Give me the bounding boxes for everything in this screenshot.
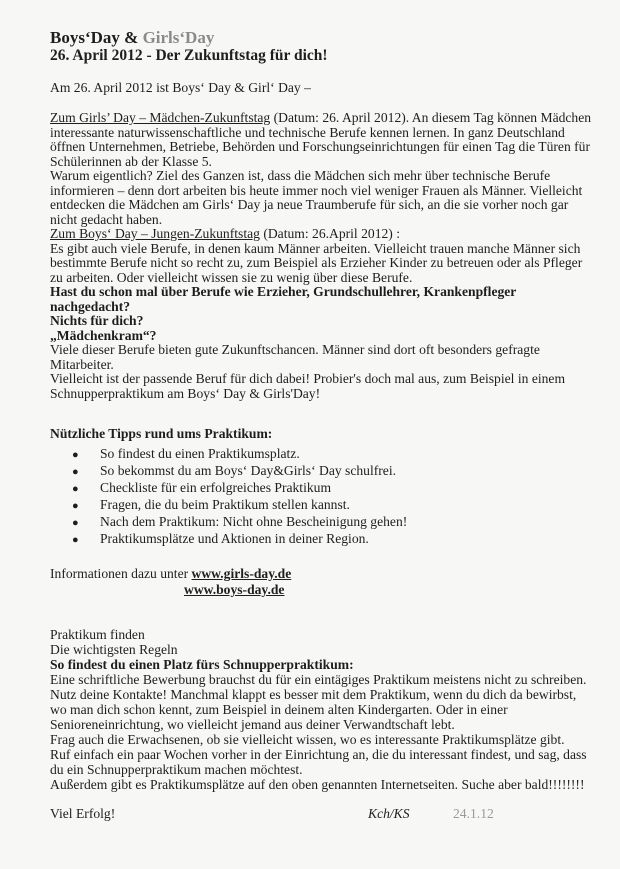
text: öffnen Unternehmen, Betriebe, Behörden und Forschungseinrichtungen für einen Tag die Türen für	[50, 139, 590, 154]
bold-text: Nichts für dich?	[50, 313, 144, 328]
text: Schnupperpraktikum am Boys‘ Day & Girls'Day!	[50, 385, 321, 401]
text: Ruf einfach ein paar Wochen vorher in der Einrichtung an, die du interessant findest, und sag, dass	[50, 747, 587, 762]
text: Die wichtigsten Regeln	[50, 642, 178, 657]
text-line	[50, 184, 610, 199]
document-title	[50, 29, 610, 47]
tip-text: Checkliste für ein erfolgreiches Praktikum	[100, 480, 332, 495]
text-line	[50, 155, 610, 170]
bullet-icon: ●	[72, 449, 79, 461]
text-line	[50, 256, 610, 271]
text-line	[50, 227, 610, 242]
tip-item	[72, 530, 620, 547]
text-line	[50, 300, 610, 315]
tip-item	[72, 496, 620, 513]
text: (Datum: 26.April 2012) :	[259, 226, 400, 241]
date-stamp: 24.1.12	[453, 806, 494, 821]
text-line	[50, 126, 610, 141]
title-boys-day: Boys‘Day &	[50, 28, 143, 47]
text-line	[50, 717, 610, 732]
tip-item	[72, 445, 620, 462]
text: Praktikum finden	[50, 627, 145, 642]
text: bestimmte Berufe nicht so recht zu, zum Beispiel als Erzieher Kinder zu betreuen oder als Pfleger	[50, 255, 583, 270]
text: zu arbeiten. Oder vielleicht wissen sie zu wenig über diese Berufe.	[50, 269, 413, 285]
text-line	[50, 358, 610, 373]
section-heading-underlined: Zum Girls’ Day – Mädchen-Zukunftstag	[50, 110, 271, 125]
tips-heading: Nützliche Tipps rund ums Praktikum:	[50, 426, 273, 441]
bold-text: nachgedacht?	[50, 298, 131, 314]
text-line	[50, 343, 610, 358]
text-line	[50, 657, 610, 672]
text-line	[50, 627, 610, 642]
section-zukunftstag	[50, 111, 610, 401]
text: Es gibt auch viele Berufe, in denen kaum Männer arbeiten. Vielleicht trauen manche Männer sich	[50, 240, 581, 256]
title-girls-day: Girls‘Day	[142, 28, 215, 47]
text: Mitarbeiter.	[50, 356, 114, 372]
text-line	[50, 702, 610, 717]
text-line	[50, 732, 610, 747]
tip-text: Praktikumsplätze und Aktionen in deiner Region.	[100, 531, 369, 546]
text-line	[50, 271, 610, 286]
tip-item	[72, 513, 620, 530]
tips-list	[72, 445, 620, 547]
signature: Kch/KS	[368, 806, 410, 821]
bold-text: Hast du schon mal über Berufe wie Erzieher, Grundschullehrer, Krankenpfleger	[50, 284, 517, 299]
text-line	[50, 747, 610, 762]
text: nicht gedacht haben.	[50, 211, 163, 227]
text: Viele dieser Berufe bieten gute Zukunftschancen. Männer sind dort oft besonders gefragte	[50, 342, 540, 357]
text: wo man dich schon kennt, zum Beispiel in deinem alten Kindergarten. Oder in einer	[50, 702, 508, 717]
text-line	[50, 169, 610, 184]
footer	[50, 806, 610, 822]
text-line	[50, 387, 610, 402]
text-line	[50, 242, 610, 257]
girls-day-link[interactable]: www.girls-day.de	[191, 566, 292, 581]
bullet-icon: ●	[72, 517, 79, 529]
text: Schülerinnen ab der Klasse 5.	[50, 153, 212, 169]
section-heading-underlined: Zum Boys‘ Day – Jungen-Zukunftstag	[50, 226, 260, 241]
section-praktikum-finden	[50, 627, 610, 792]
bold-text: So findest du einen Platz fürs Schnupperpraktikum:	[50, 657, 354, 672]
text: Frag auch die Erwachsenen, ob sie vielleicht wissen, wo es interessante Praktikumsplätze gibt.	[50, 732, 565, 747]
text: Vielleicht ist der passende Beruf für dich dabei! Probier's doch mal aus, zum Beispiel in einem	[50, 371, 566, 386]
text-line	[50, 777, 610, 792]
bullet-icon: ●	[72, 466, 79, 478]
text-line	[50, 213, 610, 228]
text: Warum eigentlich? Ziel des Ganzen ist, dass die Mädchen sich mehr über technische Berufe	[50, 168, 551, 183]
text-line	[50, 687, 610, 702]
text-line	[50, 314, 610, 329]
text: entdecken die Mädchen am Girls‘ Day ja neue Traumberufe für sich, an die sie vorher noch gar	[50, 197, 569, 212]
text: (Datum: 26. April 2012). An diesem Tag können Mädchen	[270, 110, 592, 125]
bullet-icon: ●	[72, 483, 79, 495]
bullet-icon: ●	[72, 500, 79, 512]
closing-text: Viel Erfolg!	[50, 806, 116, 821]
text: informieren – denn dort arbeiten bis heute immer noch viel weniger Frauen als Männer. Vielleicht	[50, 182, 583, 198]
text-line	[50, 762, 610, 777]
tip-text: So bekommst du am Boys‘ Day&Girls‘ Day schulfrei.	[100, 463, 397, 478]
text: interessante naturwissenschaftliche und technische Berufe kennen lernen. In ganz Deutschland	[50, 124, 565, 140]
text: Nutz deine Kontakte! Manchmal klappt es besser mit dem Praktikum, wenn du dich da bewirbst,	[50, 687, 577, 702]
text-line	[50, 329, 610, 344]
boys-day-link[interactable]: www.boys-day.de	[184, 582, 285, 597]
text-line	[50, 372, 610, 387]
bullet-icon: ●	[72, 534, 79, 546]
text-line	[50, 642, 610, 657]
info-label: Informationen dazu unter	[50, 566, 192, 581]
text: Außerdem gibt es Praktikumsplätze auf den oben genannten Internetseiten. Suche aber bald!!!!!!!!	[50, 777, 585, 792]
bold-text: „Mädchenkram“?	[50, 327, 157, 343]
text-line	[50, 672, 610, 687]
tip-text: Fragen, die du beim Praktikum stellen kannst.	[100, 497, 350, 512]
tip-item	[72, 462, 620, 479]
text: Eine schriftliche Bewerbung brauchst du für ein eintägiges Praktikum meistens nicht zu schreiben.	[50, 672, 587, 687]
text-line	[50, 198, 610, 213]
text-line	[50, 111, 610, 126]
info-links	[50, 566, 610, 598]
intro-line: Am 26. April 2012 ist Boys‘ Day & Girl‘ Day –	[50, 80, 311, 95]
tip-text: Nach dem Praktikum: Nicht ohne Bescheinigung gehen!	[100, 514, 408, 529]
tip-text: So findest du einen Praktikumsplatz.	[100, 446, 300, 461]
text: du ein Schnupperpraktikum machen möchtest.	[50, 762, 303, 777]
text-line	[50, 140, 610, 155]
document-subtitle: 26. April 2012 - Der Zukunftstag für dich!	[50, 47, 328, 64]
text: Senioreneinrichtung, wo vielleicht jemand aus deiner Verwandtschaft lebt.	[50, 717, 455, 732]
text-line	[50, 285, 610, 300]
tip-item	[72, 479, 620, 496]
